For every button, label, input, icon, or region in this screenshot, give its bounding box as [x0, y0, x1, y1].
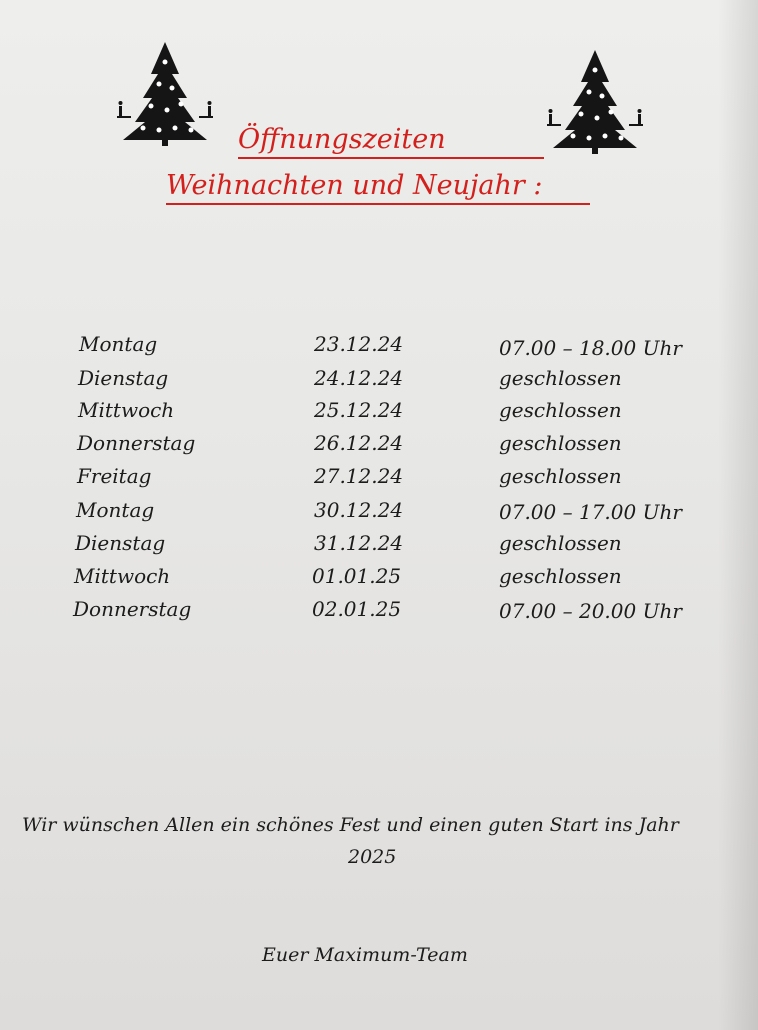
schedule-hours: geschlossen	[499, 464, 622, 488]
schedule-day: Dienstag	[75, 531, 166, 555]
schedule-day: Freitag	[77, 464, 152, 488]
heading-subtitle: Weihnachten und Neujahr :	[166, 172, 590, 205]
schedule-row	[0, 531, 758, 563]
schedule-hours: geschlossen	[499, 564, 622, 588]
schedule-day: Dienstag	[78, 366, 169, 390]
team-signature: Euer Maximum-Team	[262, 944, 468, 966]
schedule-row	[0, 332, 758, 364]
schedule-row	[0, 464, 758, 496]
schedule-day: Montag	[76, 498, 155, 522]
schedule-date: 26.12.24	[314, 431, 404, 455]
heading-title: Öffnungszeiten	[238, 126, 544, 159]
schedule-date: 02.01.25	[312, 597, 402, 621]
christmas-tree-icon	[115, 40, 215, 150]
schedule-date: 01.01.25	[312, 564, 402, 588]
schedule-day: Mittwoch	[74, 564, 171, 588]
schedule-date: 27.12.24	[314, 464, 404, 488]
holiday-wish: Wir wünschen Allen ein schönes Fest und einen guten Start ins Jahr	[22, 814, 679, 836]
schedule-hours: 07.00 – 17.00 Uhr	[499, 500, 682, 524]
schedule-day: Mittwoch	[78, 398, 175, 422]
holiday-wish-year: 2025	[348, 846, 397, 868]
schedule-date: 23.12.24	[314, 332, 404, 356]
schedule-row	[0, 498, 758, 530]
schedule-date: 24.12.24	[314, 366, 404, 390]
schedule-hours: geschlossen	[499, 366, 622, 390]
schedule-date: 30.12.24	[314, 498, 404, 522]
schedule-day: Donnerstag	[77, 431, 196, 455]
schedule-date: 31.12.24	[314, 531, 404, 555]
schedule-hours: 07.00 – 20.00 Uhr	[499, 599, 682, 623]
schedule-row	[0, 366, 758, 398]
schedule-hours: geschlossen	[499, 431, 622, 455]
christmas-tree-icon	[545, 48, 645, 158]
schedule-row	[0, 398, 758, 430]
schedule-row	[0, 431, 758, 463]
schedule-date: 25.12.24	[314, 398, 404, 422]
schedule-hours: 07.00 – 18.00 Uhr	[499, 336, 682, 360]
schedule-day: Montag	[79, 332, 158, 356]
schedule-day: Donnerstag	[73, 597, 192, 621]
schedule-row	[0, 564, 758, 596]
schedule-hours: geschlossen	[499, 531, 622, 555]
schedule-hours: geschlossen	[499, 398, 622, 422]
schedule-row	[0, 597, 758, 629]
